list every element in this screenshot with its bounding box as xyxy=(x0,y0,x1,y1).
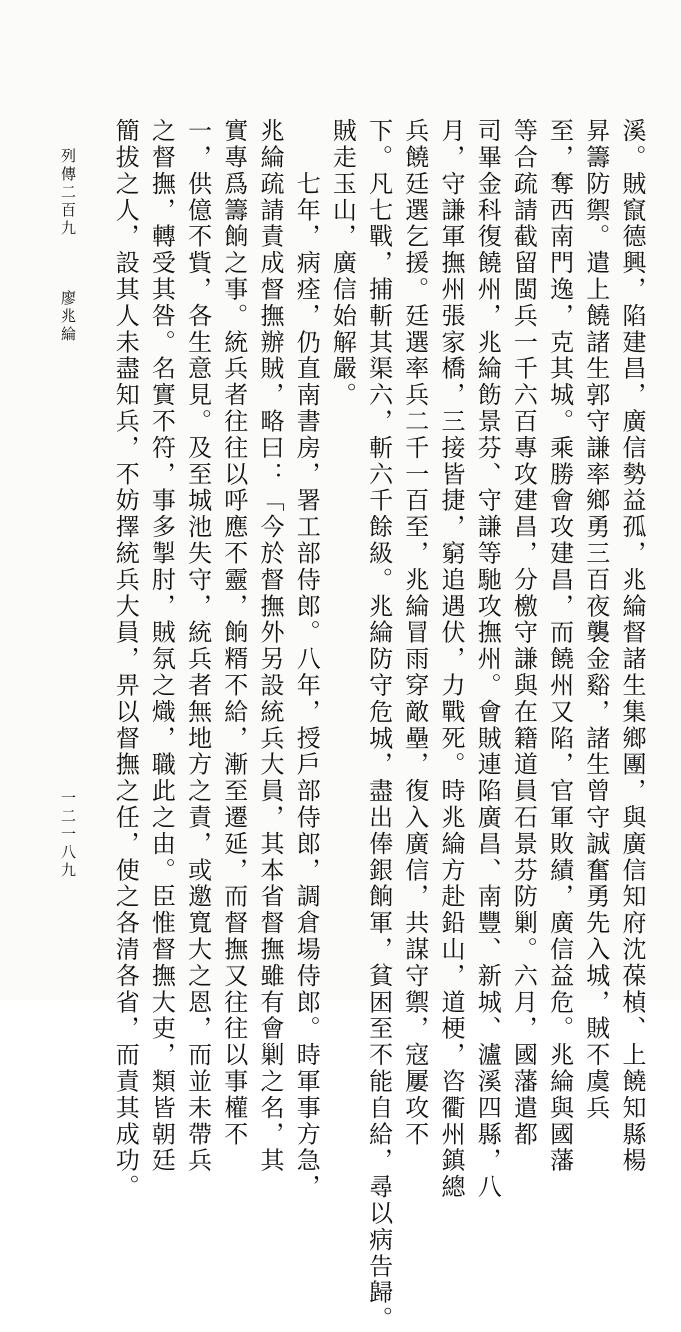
page-number: 一二一八九 xyxy=(59,790,77,880)
text-column: 七年，病痊，仍直南書房，署工部侍郎。八年，授戶部侍郎，調倉場侍郎。時軍事方急， xyxy=(292,118,321,1201)
text-column: 溪。賊竄德興，陷建昌，廣信勢益孤，兆綸督諸生集鄉團，與廣信知府沈葆楨、上饒知縣楊 xyxy=(618,118,646,1174)
text-column: 司畢金科復饒州，兆綸飭景芬、守謙等馳攻撫州。會賊連陷廣昌、南豐、新城、瀘溪四縣，八 xyxy=(473,118,502,1201)
text-column: 月，守謙軍撫州張家橋，三接皆捷，窮追遇伏，力戰死。時兆綸方赴鉛山，道梗，咨衢州鎮總 xyxy=(437,118,465,1201)
text-column: 至，奪西南門逸，克其城。乘勝會攻建昌，而饒州又陷，官軍敗績，廣信益危。兆綸與國藩 xyxy=(545,118,574,1174)
text-column: 一，供億不貲，各生意見。及至城池失守，統兵者無地方之責，或邀寬大之恩，而並未帶兵 xyxy=(183,118,212,1174)
text-column: 昇籌防禦。遣上饒諸生郭守謙率鄉勇三百夜襲金谿，諸生曾守誠奮勇先入城，賊不虞兵 xyxy=(581,118,610,1122)
running-head-chapter: 列傳二百九 xyxy=(59,148,77,238)
text-column: 兆綸疏請責成督撫辦賊，略曰：「今於督撫外另設統兵大員，其本省督撫雖有會剿之名，其 xyxy=(256,118,284,1174)
text-column: 實專爲籌餉之事。統兵者往往以呼應不靈，餉糈不給，漸至遷延，而督撫又往往以事權不 xyxy=(219,118,248,1148)
text-column: 賊走玉山，廣信始解嚴。 xyxy=(328,118,357,409)
text-column: 簡拔之人，設其人未盡知兵，不妨擇統兵大員，畀以督撫之任，使之各清各省，而責其成功。 xyxy=(111,118,140,1201)
text-column: 等合疏請截留閩兵一千六百專攻建昌，分檄守謙與在籍道員石景芬防剿。六月，國藩遣都 xyxy=(509,118,538,1148)
running-head-name: 廖兆綸 xyxy=(59,290,77,344)
text-column: 兵饒廷選乞援。廷選率兵二千一百至，兆綸冒雨穿敵壘，復入廣信，共謀守禦，寇屢攻不 xyxy=(400,118,429,1148)
text-column: 之督撫，轉受其咎。名實不符，事多掣肘，賊氛之熾，職此之由。臣惟督撫大吏，類皆朝廷 xyxy=(147,118,176,1174)
text-column: 下。凡七戰，捕斬其渠六，斬六千餘級。兆綸防守危城，盡出俸銀餉軍，貧困至不能自給，尋以病告歸。 xyxy=(364,118,393,1332)
